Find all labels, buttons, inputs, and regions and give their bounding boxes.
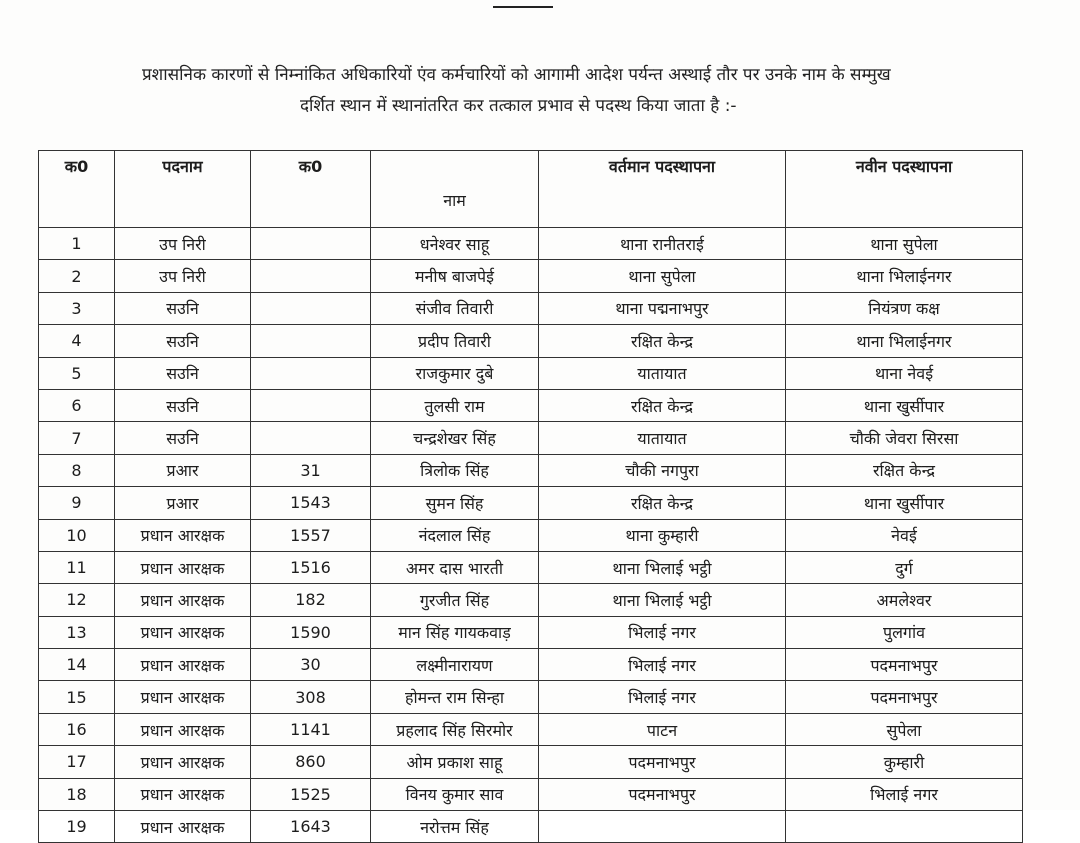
name-cell: नरोत्तम सिंह xyxy=(371,811,539,843)
name-cell: त्रिलोक सिंह xyxy=(371,454,539,486)
serial-cell: 18 xyxy=(39,778,115,810)
table-row xyxy=(39,519,1023,551)
serial-cell: 19 xyxy=(39,811,115,843)
name-cell: गुरजीत सिंह xyxy=(371,584,539,616)
table-row xyxy=(39,616,1023,648)
name-cell: चन्द्रशेखर सिंह xyxy=(371,422,539,454)
name-cell: प्रदीप तिवारी xyxy=(371,325,539,357)
name-cell: सुमन सिंह xyxy=(371,487,539,519)
current-posting-cell: थाना पद्मनाभपुर xyxy=(539,292,786,324)
post-cell: प्रधान आरक्षक xyxy=(115,551,251,583)
table-row xyxy=(39,811,1023,843)
number-cell: 1525 xyxy=(251,778,371,810)
name-cell: संजीव तिवारी xyxy=(371,292,539,324)
new-posting-cell: थाना खुर्सीपार xyxy=(786,389,1023,421)
name-cell: विनय कुमार साव xyxy=(371,778,539,810)
current-posting-cell: रक्षित केन्द्र xyxy=(539,487,786,519)
current-posting-cell: भिलाई नगर xyxy=(539,649,786,681)
table-row xyxy=(39,325,1023,357)
post-cell: उप निरी xyxy=(115,228,251,260)
serial-cell: 17 xyxy=(39,746,115,778)
serial-cell: 4 xyxy=(39,325,115,357)
number-cell xyxy=(251,228,371,260)
current-posting-cell: थाना भिलाई भट्ठी xyxy=(539,584,786,616)
post-cell: प्रधान आरक्षक xyxy=(115,616,251,648)
serial-cell: 15 xyxy=(39,681,115,713)
number-cell: 1557 xyxy=(251,519,371,551)
current-posting-cell: पदमनाभपुर xyxy=(539,746,786,778)
current-posting-cell: थाना सुपेला xyxy=(539,260,786,292)
current-posting-cell: चौकी नगपुरा xyxy=(539,454,786,486)
table-row xyxy=(39,487,1023,519)
name-cell: लक्ष्मीनारायण xyxy=(371,649,539,681)
number-cell xyxy=(251,422,371,454)
table-row xyxy=(39,778,1023,810)
number-cell xyxy=(251,357,371,389)
table-row xyxy=(39,746,1023,778)
table-row xyxy=(39,292,1023,324)
new-posting-cell: थाना भिलाईनगर xyxy=(786,260,1023,292)
current-posting-cell xyxy=(539,811,786,843)
number-cell: 308 xyxy=(251,681,371,713)
table-row xyxy=(39,681,1023,713)
name-cell: तुलसी राम xyxy=(371,389,539,421)
post-cell: प्रधान आरक्षक xyxy=(115,811,251,843)
new-posting-cell: नियंत्रण कक्ष xyxy=(786,292,1023,324)
post-cell: प्रआर xyxy=(115,454,251,486)
serial-cell: 9 xyxy=(39,487,115,519)
current-posting-cell: थाना कुम्हारी xyxy=(539,519,786,551)
current-posting-cell: यातायात xyxy=(539,422,786,454)
current-posting-cell: भिलाई नगर xyxy=(539,616,786,648)
new-posting-cell xyxy=(786,811,1023,843)
table-row xyxy=(39,422,1023,454)
transfer-table xyxy=(38,150,1023,843)
post-cell: प्रधान आरक्षक xyxy=(115,649,251,681)
table-row xyxy=(39,713,1023,745)
serial-cell: 5 xyxy=(39,357,115,389)
post-cell: सउनि xyxy=(115,357,251,389)
post-cell: सउनि xyxy=(115,422,251,454)
new-posting-cell: पदमनाभपुर xyxy=(786,681,1023,713)
current-posting-cell: यातायात xyxy=(539,357,786,389)
post-cell: सउनि xyxy=(115,325,251,357)
new-posting-cell: दुर्ग xyxy=(786,551,1023,583)
new-posting-cell: अमलेश्वर xyxy=(786,584,1023,616)
current-posting-cell: पदमनाभपुर xyxy=(539,778,786,810)
new-posting-cell: चौकी जेवरा सिरसा xyxy=(786,422,1023,454)
new-posting-cell: कुम्हारी xyxy=(786,746,1023,778)
number-cell: 860 xyxy=(251,746,371,778)
number-cell: 1141 xyxy=(251,713,371,745)
name-cell: धनेश्वर साहू xyxy=(371,228,539,260)
table-row xyxy=(39,454,1023,486)
serial-cell: 13 xyxy=(39,616,115,648)
table-header-row xyxy=(39,151,1023,228)
post-cell: प्रधान आरक्षक xyxy=(115,778,251,810)
table-row xyxy=(39,228,1023,260)
name-cell: होमन्त राम सिन्हा xyxy=(371,681,539,713)
post-cell: प्रआर xyxy=(115,487,251,519)
post-cell: प्रधान आरक्षक xyxy=(115,713,251,745)
header-number: क0 xyxy=(251,151,371,228)
number-cell xyxy=(251,260,371,292)
table-body xyxy=(39,228,1023,843)
number-cell: 31 xyxy=(251,454,371,486)
current-posting-cell: थाना रानीतराई xyxy=(539,228,786,260)
new-posting-cell: थाना सुपेला xyxy=(786,228,1023,260)
current-posting-cell: पाटन xyxy=(539,713,786,745)
heading-underline xyxy=(493,0,553,8)
new-posting-cell: नेवई xyxy=(786,519,1023,551)
new-posting-cell: रक्षित केन्द्र xyxy=(786,454,1023,486)
name-cell: प्रहलाद सिंह सिरमोर xyxy=(371,713,539,745)
number-cell: 30 xyxy=(251,649,371,681)
new-posting-cell: सुपेला xyxy=(786,713,1023,745)
name-cell: नंदलाल सिंह xyxy=(371,519,539,551)
intro-line-1: प्रशासनिक कारणों से निम्नांकित अधिकारियों एंव कर्मचारियों को आगामी आदेश पर्यन्त अस्थाई तौर पर उनके नाम के सम्मुख xyxy=(142,65,891,85)
name-cell: मनीष बाजपेई xyxy=(371,260,539,292)
number-cell: 182 xyxy=(251,584,371,616)
table-row xyxy=(39,389,1023,421)
post-cell: सउनि xyxy=(115,292,251,324)
new-posting-cell: भिलाई नगर xyxy=(786,778,1023,810)
table-row xyxy=(39,649,1023,681)
header-post: पदनाम xyxy=(115,151,251,228)
post-cell: प्रधान आरक्षक xyxy=(115,681,251,713)
post-cell: प्रधान आरक्षक xyxy=(115,584,251,616)
serial-cell: 2 xyxy=(39,260,115,292)
number-cell xyxy=(251,292,371,324)
post-cell: उप निरी xyxy=(115,260,251,292)
serial-cell: 16 xyxy=(39,713,115,745)
header-name: नाम xyxy=(371,151,539,228)
serial-cell: 10 xyxy=(39,519,115,551)
name-cell: अमर दास भारती xyxy=(371,551,539,583)
number-cell: 1516 xyxy=(251,551,371,583)
serial-cell: 11 xyxy=(39,551,115,583)
table-row xyxy=(39,357,1023,389)
name-cell: ओम प्रकाश साहू xyxy=(371,746,539,778)
number-cell: 1590 xyxy=(251,616,371,648)
serial-cell: 3 xyxy=(39,292,115,324)
current-posting-cell: भिलाई नगर xyxy=(539,681,786,713)
number-cell xyxy=(251,389,371,421)
current-posting-cell: रक्षित केन्द्र xyxy=(539,389,786,421)
post-cell: प्रधान आरक्षक xyxy=(115,519,251,551)
new-posting-cell: थाना भिलाईनगर xyxy=(786,325,1023,357)
number-cell: 1643 xyxy=(251,811,371,843)
serial-cell: 14 xyxy=(39,649,115,681)
name-cell: मान सिंह गायकवाड़ xyxy=(371,616,539,648)
name-cell: राजकुमार दुबे xyxy=(371,357,539,389)
post-cell: सउनि xyxy=(115,389,251,421)
header-serial: क0 xyxy=(39,151,115,228)
current-posting-cell: रक्षित केन्द्र xyxy=(539,325,786,357)
serial-cell: 8 xyxy=(39,454,115,486)
number-cell: 1543 xyxy=(251,487,371,519)
new-posting-cell: थाना खुर्सीपार xyxy=(786,487,1023,519)
serial-cell: 7 xyxy=(39,422,115,454)
new-posting-cell: थाना नेवई xyxy=(786,357,1023,389)
serial-cell: 6 xyxy=(39,389,115,421)
new-posting-cell: पदमनाभपुर xyxy=(786,649,1023,681)
serial-cell: 1 xyxy=(39,228,115,260)
current-posting-cell: थाना भिलाई भट्ठी xyxy=(539,551,786,583)
number-cell xyxy=(251,325,371,357)
table-row xyxy=(39,584,1023,616)
intro-line-2: दर्शित स्थान में स्थानांतरित कर तत्काल प्रभाव से पदस्थ किया जाता है :- xyxy=(300,96,737,116)
header-current-posting: वर्तमान पदस्थापना xyxy=(539,151,786,228)
serial-cell: 12 xyxy=(39,584,115,616)
table-row xyxy=(39,260,1023,292)
table-row xyxy=(39,551,1023,583)
post-cell: प्रधान आरक्षक xyxy=(115,746,251,778)
header-new-posting: नवीन पदस्थापना xyxy=(786,151,1023,228)
new-posting-cell: पुलगांव xyxy=(786,616,1023,648)
